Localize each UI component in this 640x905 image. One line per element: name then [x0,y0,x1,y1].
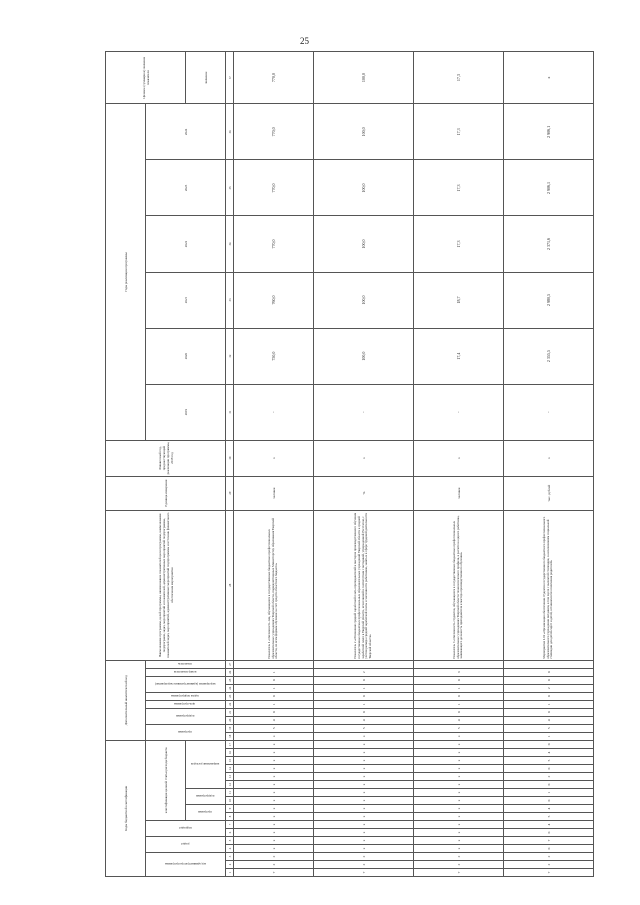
program-header: программа [186,805,226,821]
code-cell: 0 [234,708,314,716]
row-name-cell: Мероприятие 1.02 «Организация обеспечения студентов государственного бюджетного профессионального образовательного учреждения питанием, в том числе с выплатой стипендии, за исключением социальной стипендии для детей-сирот и детей, оставшихся без попечения родителей» [504,510,594,660]
year-value-cell: 17,3 [414,216,504,272]
table-row [234,52,314,877]
code-cell: x [234,845,314,853]
column-number: 30 [226,440,234,476]
code-cell: 4 [314,716,414,724]
code-cell: 0 [504,676,594,684]
target-value-header: значение [186,52,226,104]
column-number: 35 [226,160,234,216]
column-number: 34 [226,216,234,272]
admin-code-header: код администратора программы [146,853,226,877]
code-cell: 1 [314,700,414,708]
code-cell: 1 [504,732,594,740]
code-cell: 7 [414,869,504,877]
column-number: 20 [226,716,234,724]
column-number: 23 [226,692,234,700]
code-cell [234,660,314,668]
column-number: 28 [226,510,234,660]
year-value-cell: 100,0 [314,160,414,216]
code-cell: x [234,740,314,748]
column-number: 21 [226,708,234,716]
code-cell: 5 [504,813,594,821]
measure-header: мероприятие (административное мероприятие) [146,676,226,692]
code-cell: 0 [504,765,594,773]
fin-year-column-header: Финансовый год, предшествующий реализации программы, 2018 год [106,440,226,476]
row-name-cell: Показатель 2 «Отношение средней заработной платы преподавателей и мастеров производственного обучения государственных бюджетных профессиональных образовательных учреждений Тверской области к средней заработной плате в Тверской области, исчисляемой в соответствии с методикой, утвержденной Росстатом, с учетом размера средней заработной платы и численности работников, занятых в сфере трудовой деятельности Тверской области» [314,510,414,660]
code-cell: 2 [314,668,414,676]
code-cell: 2 [414,853,504,861]
code-cell: x [314,765,414,773]
code-cell: x [234,781,314,789]
program2-header: программа [146,724,226,740]
code-cell: x [314,740,414,748]
fin-year-cell: x [234,440,314,476]
code-cell: x [414,829,504,837]
year-2020-header: 2020 [146,328,226,384]
code-cell: 0 [314,708,414,716]
code-cell: 5 [314,724,414,732]
page-number: 25 [300,36,309,46]
rotated-table-container [105,51,554,877]
year-value-cell: 17,3 [414,160,504,216]
code-cell: 1 [414,700,504,708]
code-cell: x [414,837,504,845]
number-header: номер показателя [146,668,226,676]
code-cell: 7 [504,837,594,845]
fin-year-cell: x [314,440,414,476]
code-cell: x [234,757,314,765]
code-cell: x [314,749,414,757]
column-number: 5 [226,837,234,845]
code-cell: 4 [234,716,314,724]
code-cell: 2 [504,684,594,692]
code-cell: x [314,757,414,765]
code-cell: x [234,773,314,781]
code-cell: x [314,805,414,813]
code-cell: x [414,797,504,805]
column-number: 1 [226,869,234,877]
data-rows [234,52,594,877]
code-cell: 7 [234,869,314,877]
column-number: 8 [226,813,234,821]
unit-cell: % [314,476,414,510]
code-cell: 0 [504,740,594,748]
code-cell: x [314,813,414,821]
column-number: 12 [226,781,234,789]
code-cell: x [314,732,414,740]
year-value-cell: 2 371,6 [504,216,594,272]
code-cell: 5 [504,724,594,732]
year-value-cell: 100,0 [314,104,414,160]
code-cell: 3 [414,668,504,676]
column-number: 3 [226,853,234,861]
year-2023-header: 2023 [146,160,226,216]
column-number: 26 [226,668,234,676]
goal-header: цель программы [146,700,226,708]
column-numbers-row [226,52,234,877]
code-cell: x [314,773,414,781]
year-value-cell: 2 906,1 [504,160,594,216]
code-cell [314,660,414,668]
code-cell: 4 [414,716,504,724]
code-cell: 2 [234,861,314,869]
code-cell: x [414,773,504,781]
indicator-header: показатель [146,660,226,668]
code-cell: x [234,829,314,837]
code-cell [414,660,504,668]
code-cell: x [414,740,504,748]
code-cell: 4 [504,716,594,724]
year-value-cell: 2 980,5 [504,272,594,328]
subprogram2-header: подпрограмма [146,708,226,724]
code-cell: 0 [314,692,414,700]
code-cell: x [234,749,314,757]
additional-code-group-header: Дополнительный аналитический код [106,660,146,740]
column-number: 15 [226,757,234,765]
unit-cell: человек [414,476,504,510]
fin-year-cell: x [414,440,504,476]
code-cell: 0 [414,676,504,684]
year-value-cell: 770,0 [234,160,314,216]
column-number: 7 [226,821,234,829]
code-cell [504,660,594,668]
column-number: 16 [226,749,234,757]
code-cell: 0 [504,781,594,789]
code-cell: x [314,845,414,853]
column-number: 6 [226,829,234,837]
row-name-cell: Показатель 1 «Численность лиц, обучающихся в государственных бюджетных профессиональных образовательных учреждениях Тверской области, подведомственных Министерству образования Тверской области, по всем формам обучения за счет средств областного бюджета» [234,510,314,660]
year-value-cell: 750,0 [234,328,314,384]
code-cell: 1 [234,700,314,708]
target-value-cell: 770,0 [234,52,314,104]
column-number: 29 [226,476,234,510]
name-column-header: Наименование программы, целей программы, наименование показателей цели программы, наименование подпрограмм, задач, мероприятий и показателей, административных мероприятий подпрограммы, показателей задач, мероприятий, административных мероприятий подпрограммы и источник финансового обеспечения мероприятия [106,510,226,660]
table-row [314,52,414,877]
code-cell: x [414,765,504,773]
year-value-cell: - [414,384,504,440]
code-cell: 0 [504,708,594,716]
code-cell: 1 [234,684,314,692]
year-value-cell: 760,0 [234,272,314,328]
unit-column-header: Единица измерения [106,476,226,510]
year-value-cell: 18,7 [414,272,504,328]
code-cell: 0 [234,692,314,700]
code-cell: x [234,789,314,797]
code-cell: 1 [234,668,314,676]
code-cell: 4 [504,821,594,829]
column-number: 18 [226,732,234,740]
target-value-cell: x [504,52,594,104]
code-cell: x [414,821,504,829]
year-value-cell: 2 906,1 [504,104,594,160]
year-value-cell: 770,0 [234,216,314,272]
code-cell: 2 [504,853,594,861]
column-number: 9 [226,805,234,813]
column-number: 24 [226,684,234,692]
code-cell: x [234,805,314,813]
code-cell: x [234,821,314,829]
years-group-header: Годы реализации программы [106,104,146,440]
code-cell: x [314,797,414,805]
year-value-cell: 770,0 [234,104,314,160]
code-cell: 0 [504,668,594,676]
code-cell: 2 [314,861,414,869]
section-header: раздел [146,837,226,853]
code-cell: x [314,789,414,797]
fin-year-cell: x [504,440,594,476]
column-number: 31 [226,384,234,440]
target-column-header: Целевое (суммарное) значение показателя [106,52,186,104]
code-cell: x [414,813,504,821]
code-cell: 7 [314,869,414,877]
column-number: 25 [226,676,234,684]
column-number: 36 [226,104,234,160]
code-cell: x [414,805,504,813]
year-value-cell: 17,3 [414,104,504,160]
code-cell: x [314,821,414,829]
code-cell: 1 [504,700,594,708]
code-cell: 1 [314,684,414,692]
year-value-cell: 100,0 [314,216,414,272]
code-cell: 2 [504,773,594,781]
year-value-cell: 100,0 [314,328,414,384]
code-cell: 2 [414,861,504,869]
code-cell: x [234,765,314,773]
code-cell: 0 [504,692,594,700]
column-number: 2 [226,861,234,869]
code-cell: 0 [314,676,414,684]
task-header: задача подпрограммы [146,692,226,700]
column-number: 27 [226,660,234,668]
code-cell: 4 [504,805,594,813]
column-number: 14 [226,765,234,773]
year-value-cell: 2 355,5 [504,328,594,384]
year-2019-header: 2019 [146,384,226,440]
year-value-cell: - [504,384,594,440]
code-cell: 2 [504,861,594,869]
column-number: 11 [226,789,234,797]
column-number: 37 [226,52,234,104]
code-cell: x [314,837,414,845]
code-cell: 2 [234,853,314,861]
code-cell: 7 [504,869,594,877]
code-cell: x [414,749,504,757]
row-name-cell: Показатель 3 «Численность студентов, обучающихся в государственных бюджетных профессиональных образовательных учреждениях Тверской области технологического профиля, в расчете на одного работника, занимающего должность преподавателя и мастера производственного обучения» [414,510,504,660]
column-number: 13 [226,773,234,781]
code-cell: 0 [504,845,594,853]
subprogram-header: подпрограмма [186,789,226,805]
year-value-cell: 100,0 [314,272,414,328]
year-2024-header: 2024 [146,104,226,160]
code-cell: 0 [414,692,504,700]
year-value-cell: 17,4 [414,328,504,384]
budget-codes-group-header: Коды бюджетной классификации [106,740,146,876]
code-cell: 0 [504,797,594,805]
year-value-cell: - [234,384,314,440]
code-cell: 5 [414,724,504,732]
subsection-header: подраздел [146,821,226,837]
code-cell: x [414,845,504,853]
code-cell: 5 [504,757,594,765]
code-cell: x [414,781,504,789]
table-row [414,52,504,877]
unit-cell: человек [234,476,314,510]
code-cell: x [414,757,504,765]
column-number: 33 [226,272,234,328]
column-number: 4 [226,845,234,853]
year-value-cell: - [314,384,414,440]
code-cell: x [314,829,414,837]
code-cell: x [414,732,504,740]
year-2021-header: 2021 [146,272,226,328]
code-cell: 0 [234,676,314,684]
code-cell: 1 [504,789,594,797]
program-indicators-table [105,51,594,877]
code-cell: 5 [234,724,314,732]
code-cell: 0 [504,829,594,837]
table-row [504,52,594,877]
target-value-cell: 17,3 [414,52,504,104]
code-cell: 1 [414,684,504,692]
column-number: 19 [226,724,234,732]
code-cell: x [314,781,414,789]
target-value-cell: 100,0 [314,52,414,104]
code-cell: 4 [504,749,594,757]
code-cell: x [414,789,504,797]
code-cell: x [234,732,314,740]
column-number: 10 [226,797,234,805]
year-2022-header: 2022 [146,216,226,272]
code-cell: x [234,837,314,845]
column-number: 32 [226,328,234,384]
code-cell: 2 [314,853,414,861]
target-article-header: классификация целевой статьи расхода бюджета [146,740,186,820]
column-number: 17 [226,740,234,748]
unit-cell: тыс. рублей [504,476,594,510]
column-number: 22 [226,700,234,708]
code-cell: x [234,813,314,821]
code-cell: x [234,797,314,805]
code-cell: 0 [414,708,504,716]
direction-header: направление расходов [186,740,226,788]
